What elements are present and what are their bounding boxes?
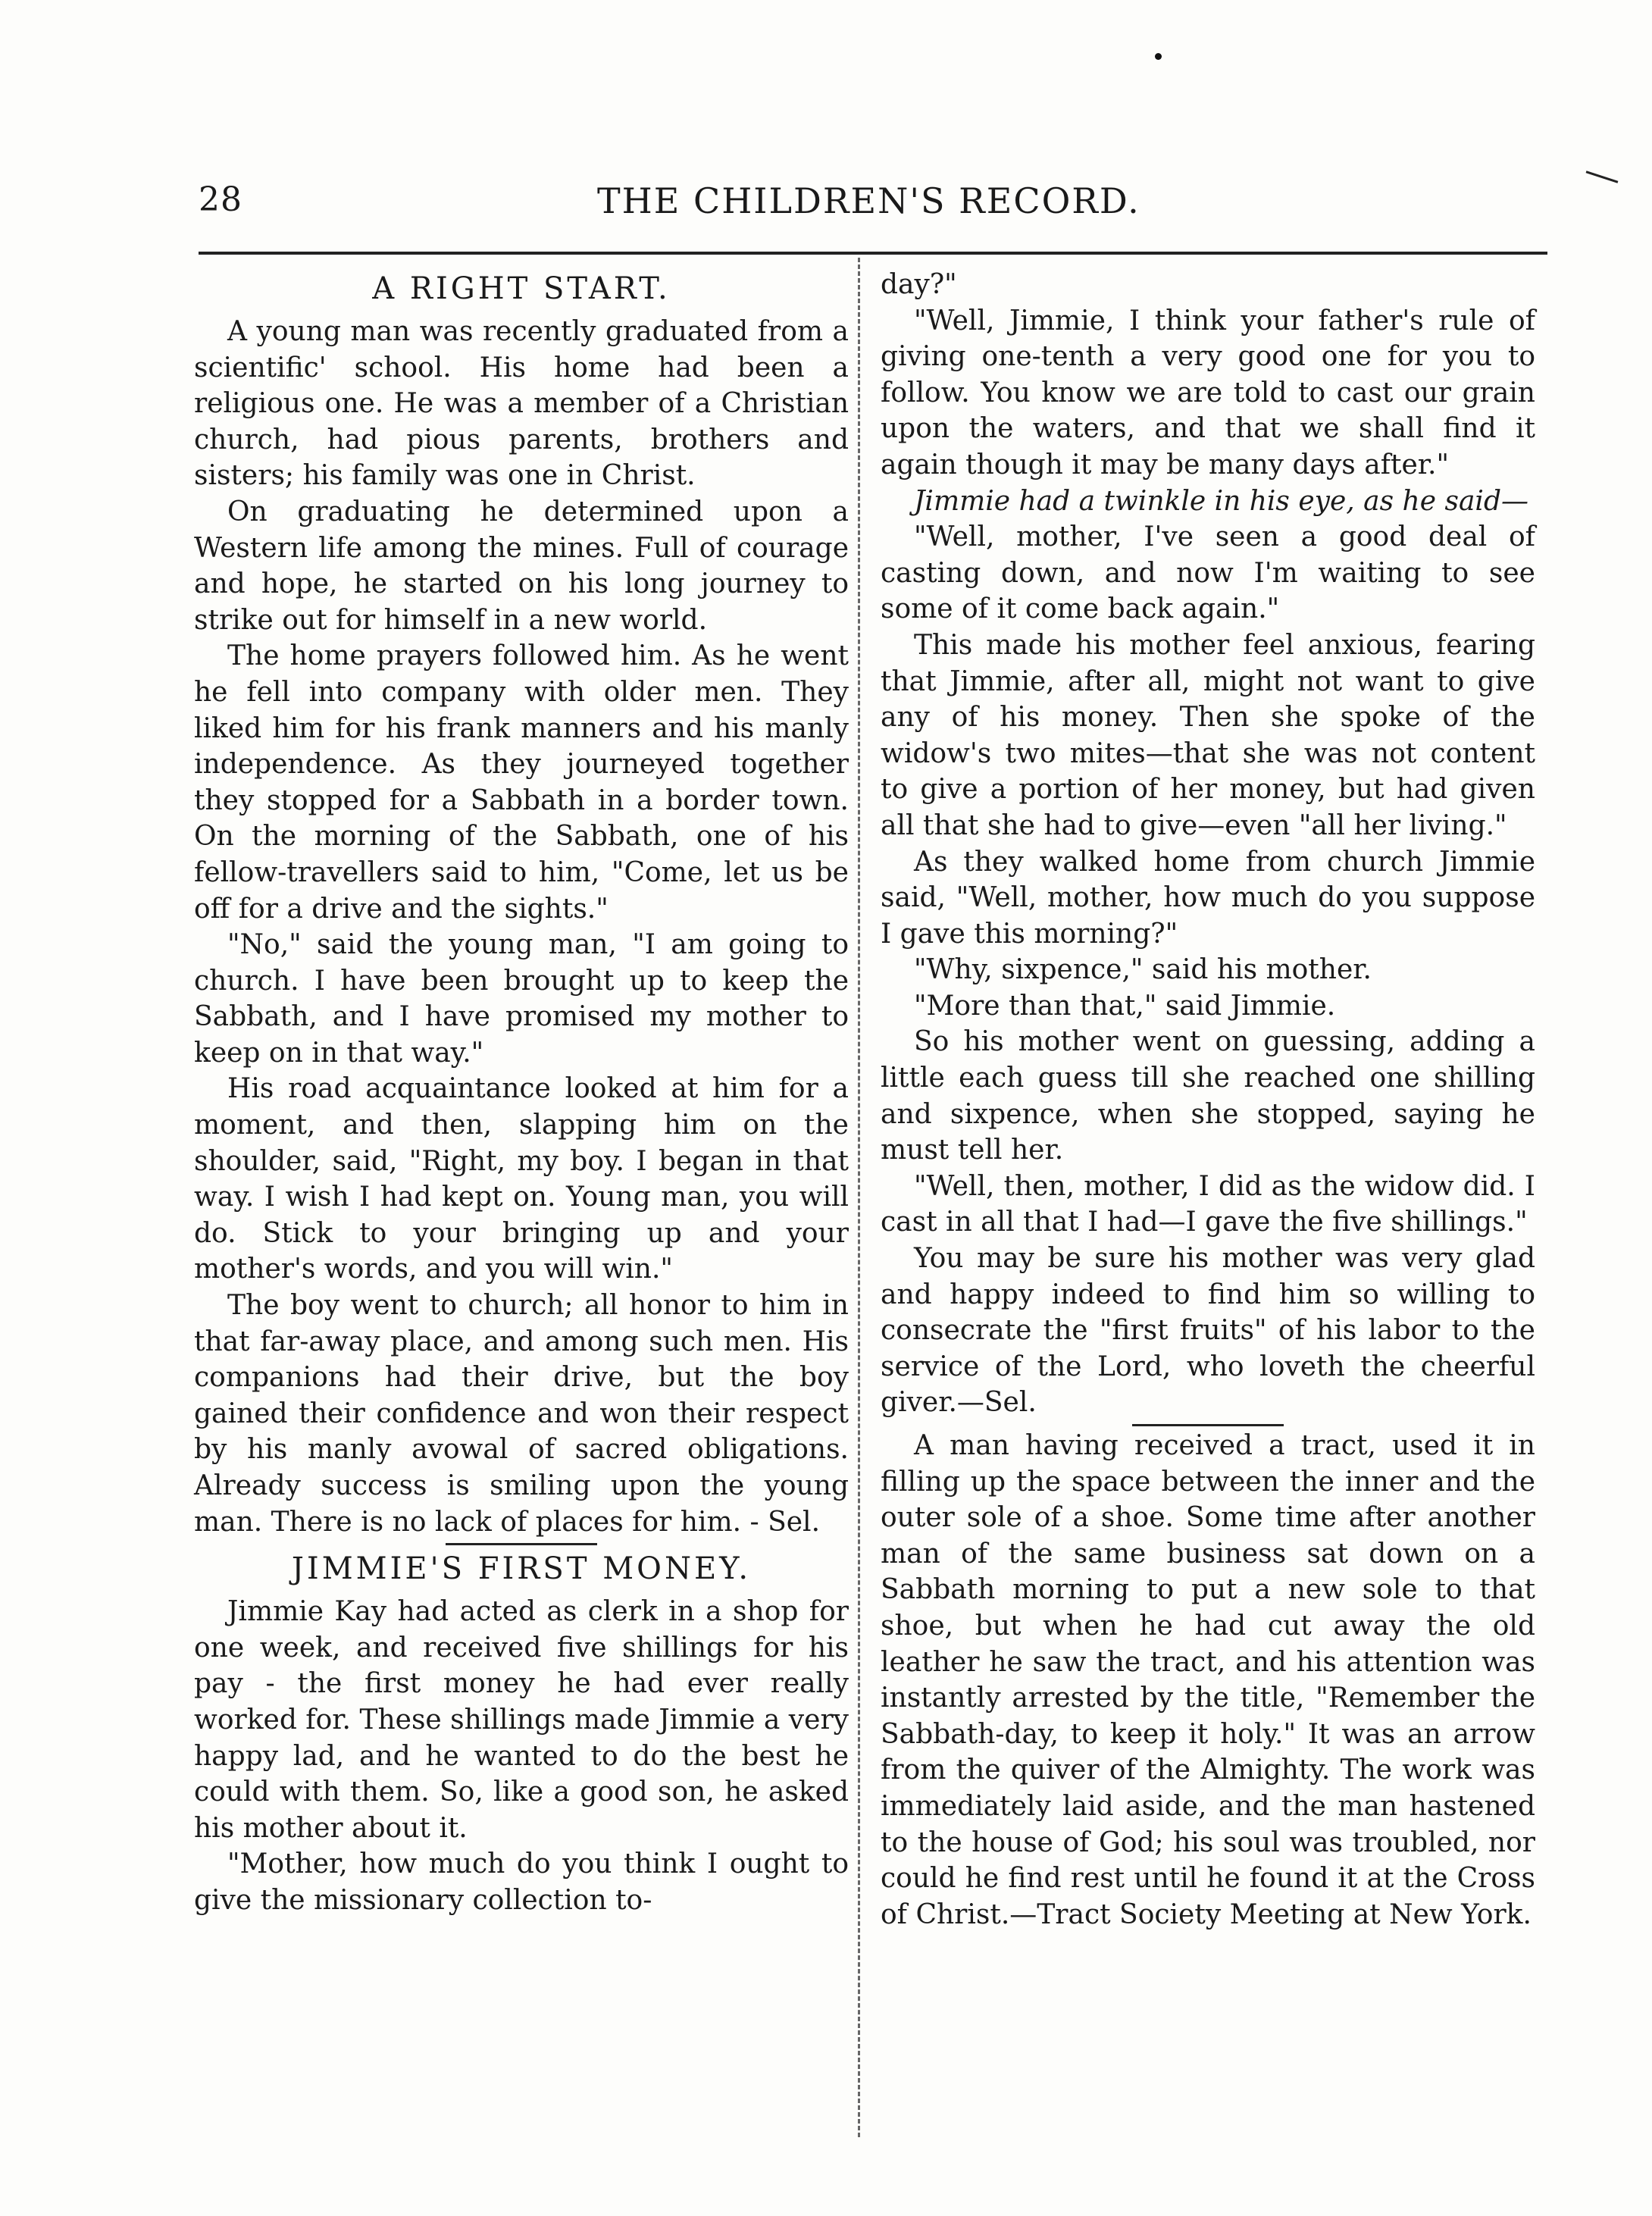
paragraph-continuation: day?" [881, 269, 957, 300]
running-title: THE CHILDREN'S RECORD. [597, 180, 1140, 221]
paragraph: Jimmie had a twinkle in his eye, as he said— [914, 485, 1528, 517]
paragraph: You may be sure his mother was very glad and happy indeed to find him so willing to consecrate the "first fruits" of his labor to the service of the Lord, who loveth the cheerful giver.—Sel. [881, 1243, 1535, 1419]
paragraph: The boy went to church; all honor to him in that far-away place, and among such men. His companions had their drive, but the boy gained their confidence and won their respect by his manly avowal of sacred obligations. Already success is smiling upon the young man. There is no lack of places for him. - Sel. [194, 1290, 849, 1538]
paragraph: "More than that," said Jimmie. [914, 990, 1336, 1022]
paragraph: A man having received a tract, used it in filling up the space between the inner and the outer sole of a shoe. Some time after another man of the same business sat down on a Sabbath morning to put a new sole to that shoe, but when he had cut away the old leather he saw the tract, and his attention was instantly arrested by the title, "Remember the Sabbath-day, to keep it holy." It was an arrow from the quiver of the Almighty. The work was immediately laid aside, and the man hastened to the house of God; his soul was troubled, nor could he find rest until he found it at the Cross of Christ.—Tract Society Meeting at New York. [881, 1430, 1535, 1930]
paragraph: "Why, sixpence," said his mother. [914, 954, 1372, 986]
section-rule [1132, 1424, 1284, 1426]
column-divider [858, 258, 860, 2137]
right-column [881, 267, 1535, 1933]
ink-mark [1586, 171, 1619, 183]
article-title-jimmie: JIMMIE'S FIRST MONEY. [291, 1551, 752, 1587]
paragraph: "Well, mother, I've seen a good deal of casting down, and now I'm waiting to see some of it come back again." [881, 521, 1535, 625]
paragraph: On graduating he determined upon a Western life among the mines. Full of courage and hope, he started on his long journey to strike out for himself in a new world. [194, 496, 849, 636]
paragraph: So his mother went on guessing, adding a little each guess till she reached one shilling and sixpence, when she stopped, saying he must tell her. [881, 1026, 1535, 1166]
page-number: 28 [199, 180, 242, 219]
paragraph: This made his mother feel anxious, fearing that Jimmie, after all, might not want to give any of his money. Then she spoke of the widow's two mites—that she was not content to give a portion of her money, but had given all that she had to give—even "all her living." [881, 629, 1535, 841]
section-rule [446, 1543, 597, 1545]
paragraph: "No," said the young man, "I am going to church. I have been brought up to keep the Sabbath, and I have promised my mother to keep on in that way." [194, 929, 849, 1069]
left-column [194, 267, 849, 1919]
page-header [199, 180, 1563, 233]
paragraph: "Well, then, mother, I did as the widow did. I cast in all that I had—I gave the five shillings." [881, 1170, 1535, 1238]
paragraph: As they walked home from church Jimmie said, "Well, mother, how much do you suppose I gave this morning?" [881, 846, 1535, 950]
paragraph: The home prayers followed him. As he went he fell into company with older men. They liked him for his frank manners and his manly independence. As they journeyed together they stopped for a Sabbath in a border town. On the morning of the Sabbath, one of his fellow-travellers said to him, "Come, let us be off for a drive and the sights." [194, 640, 849, 925]
article-title-right-start: A RIGHT START. [372, 271, 671, 306]
paragraph: His road acquaintance looked at him for a moment, and then, slapping him on the shoulder, said, "Right, my boy. I began in that way. I wish I had kept on. Young man, you will do. Stick to your bringing up and your mother's words, and you will win." [194, 1073, 849, 1285]
paragraph: "Well, Jimmie, I think your father's rule of giving one-tenth a very good one for you to follow. You know we are told to cast our grain upon the waters, and that we shall find it again though it may be many days after." [881, 305, 1535, 480]
header-rule [199, 252, 1547, 255]
paragraph: "Mother, how much do you think I ought to give the missionary collection to- [194, 1848, 849, 1916]
ink-dot [1155, 53, 1162, 60]
paragraph: A young man was recently graduated from a scientific' school. His home had been a religious one. He was a member of a Christian church, had pious parents, brothers and sisters; his family was one in Christ. [194, 316, 849, 492]
paragraph: Jimmie Kay had acted as clerk in a shop for one week, and received five shillings for his pay - the first money he had ever really worked for. These shillings made Jimmie a very happy lad, and he wanted to do the best he could with them. So, like a good son, he asked his mother about it. [194, 1596, 849, 1844]
